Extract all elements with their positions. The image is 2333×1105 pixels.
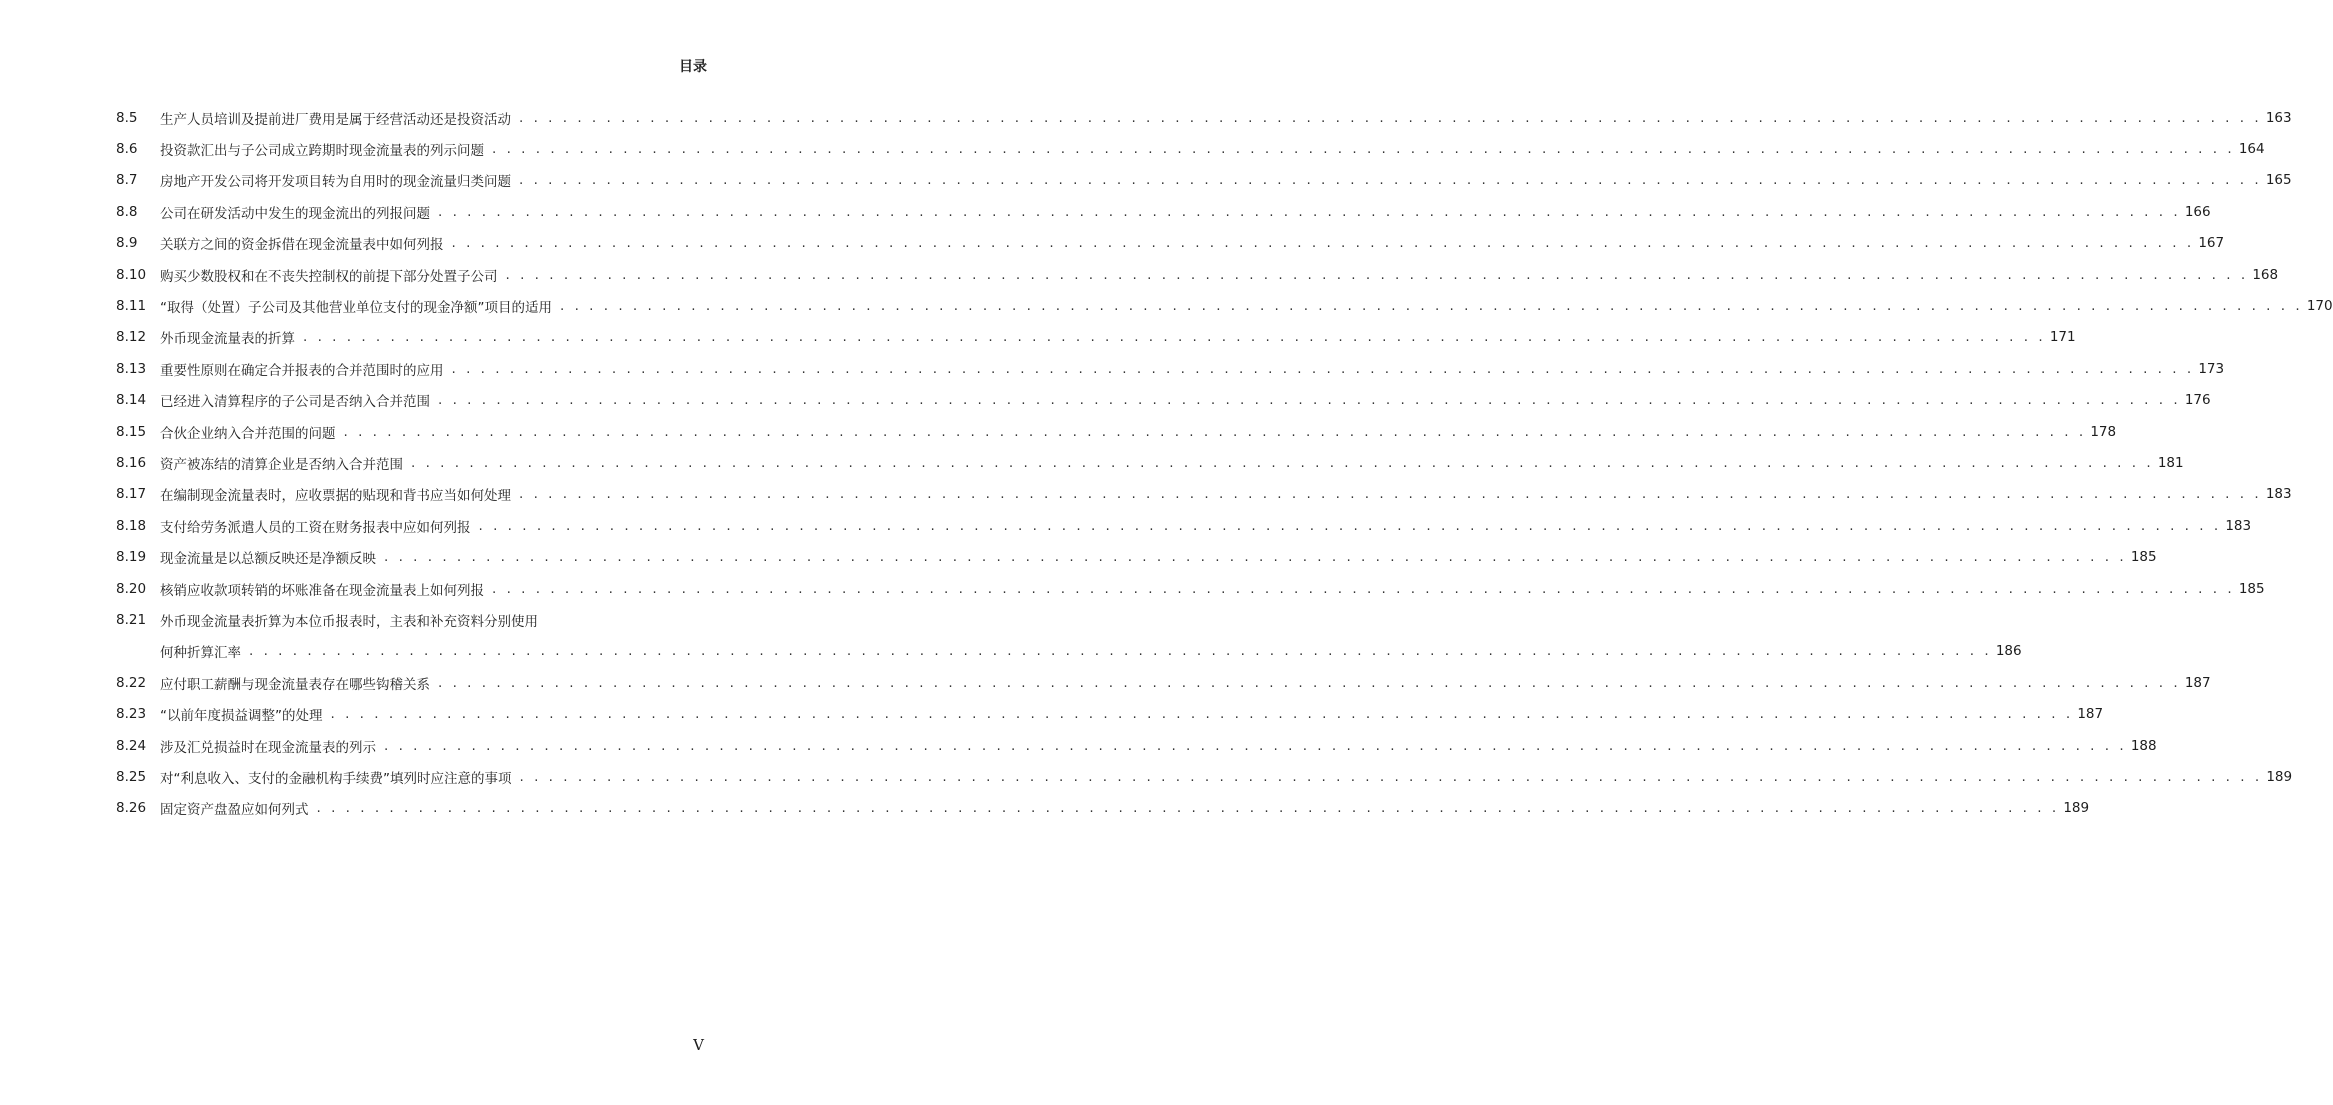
toc-entry-8-10[interactable] xyxy=(116,259,2279,290)
dot-leader: . . . . . . . . . . . . . . . . . . . . . . . . . . . . . . . . . . . . . . . . . . . . . . . . . . . . . . . . . . . . . . . . . . . . . . . . . . . . . . . . . . . . . . . . . . . . . . . . . . . . . . . . . . . . . . . . . . . . . . . . xyxy=(519,172,2262,189)
dot-leader: . . . . . . . . . . . . . . . . . . . . . . . . . . . . . . . . . . . . . . . . . . . . . . . . . . . . . . . . . . . . . . . . . . . . . . . . . . . . . . . . . . . . . . . . . . . . . . . . . . . . . . . . . . . . . . . . . . . . . . . . xyxy=(343,423,2087,440)
entry-title: 购买少数股权和在不丧失控制权的前提下部分处置子公司 xyxy=(160,268,498,285)
dot-leader: . . . . . . . . . . . . . . . . . . . . . . . . . . . . . . . . . . . . . . . . . . . . . . . . . . . . . . . . . . . . . . . . . . . . . . . . . . . . . . . . . . . . . . . . . . . . . . . . . . . . . . . . . . . . . . . . . . . . . . . . xyxy=(451,235,2195,252)
entry-number: 8.5 xyxy=(116,109,138,126)
running-head: 目录 xyxy=(679,59,707,75)
entry-page-number: 173 xyxy=(2198,360,2225,377)
entry-number: 8.23 xyxy=(116,706,147,723)
entry-number: 8.25 xyxy=(116,768,147,785)
dot-leader: . . . . . . . . . . . . . . . . . . . . . . . . . . . . . . . . . . . . . . . . . . . . . . . . . . . . . . . . . . . . . . . . . . . . . . . . . . . . . . . . . . . . . . . . . . . . . . . . . . . . . . . . . . . . . . . . . . . . . . . . xyxy=(411,454,2154,471)
entry-page-number: 163 xyxy=(2265,109,2292,126)
toc-entry-8-23[interactable] xyxy=(116,698,2104,729)
dot-leader: . . . . . . . . . . . . . . . . . . . . . . . . . . . . . . . . . . . . . . . . . . . . . . . . . . . . . . . . . . . . . . . . . . . . . . . . . . . . . . . . . . . . . . . . . . . . . . . . . . . . . . . . . . . . . . . . . . . . . . . . xyxy=(438,392,2181,409)
entry-title: “以前年度损益调整”的处理 xyxy=(160,708,323,725)
entry-page-number: 183 xyxy=(2265,486,2292,503)
entry-number: 8.11 xyxy=(116,298,147,315)
entry-page-number: 187 xyxy=(2077,706,2104,723)
entry-page-number: 183 xyxy=(2225,517,2252,534)
entry-page-number: 167 xyxy=(2198,235,2225,252)
dot-leader: . . . . . . . . . . . . . . . . . . . . . . . . . . . . . . . . . . . . . . . . . . . . . . . . . . . . . . . . . . . . . . . . . . . . . . . . . . . . . . . . . . . . . . . . . . . . . . . . . . . . . . . . . . . . . . . . . . . . . . . . xyxy=(451,360,2195,377)
entry-number: 8.26 xyxy=(116,800,147,817)
entry-title: 应付职工薪酬与现金流量表存在哪些钩稽关系 xyxy=(160,676,430,693)
dot-leader: . . . . . . . . . . . . . . . . . . . . . . . . . . . . . . . . . . . . . . . . . . . . . . . . . . . . . . . . . . . . . . . . . . . . . . . . . . . . . . . . . . . . . . . . . . . . . . . . . . . . . . . . . . . . . . . . . . . . . . . . xyxy=(478,517,2222,534)
entry-page-number: 168 xyxy=(2252,266,2279,283)
entry-page-number: 188 xyxy=(2130,737,2157,754)
dot-leader: . . . . . . . . . . . . . . . . . . . . . . . . . . . . . . . . . . . . . . . . . . . . . . . . . . . . . . . . . . . . . . . . . . . . . . . . . . . . . . . . . . . . . . . . . . . . . . . . . . . . . . . . . . . . . . . . . . . . . . . . xyxy=(384,737,2127,754)
entry-title: 核销应收款项转销的坏账准备在现金流量表上如何列报 xyxy=(160,582,484,599)
dot-leader: . . . . . . . . . . . . . . . . . . . . . . . . . . . . . . . . . . . . . . . . . . . . . . . . . . . . . . . . . . . . . . . . . . . . . . . . . . . . . . . . . . . . . . . . . . . . . . . . . . . . . . . . . . . . . . . . . . . . . . . . xyxy=(249,643,1992,660)
entry-page-number: 186 xyxy=(1995,643,2022,660)
entry-title: 外币现金流量表折算为本位币报表时，主表和补充资料分别使用 xyxy=(160,613,538,630)
entry-number: 8.9 xyxy=(116,235,138,252)
entry-number: 8.12 xyxy=(116,329,147,346)
toc-entry-8-15[interactable] xyxy=(116,416,2117,447)
entry-number: 8.7 xyxy=(116,172,138,189)
dot-leader: . . . . . . . . . . . . . . . . . . . . . . . . . . . . . . . . . . . . . . . . . . . . . . . . . . . . . . . . . . . . . . . . . . . . . . . . . . . . . . . . . . . . . . . . . . . . . . . . . . . . . . . . . . . . . . . . . . . . . . . . xyxy=(438,674,2181,691)
entry-title: 资产被冻结的清算企业是否纳入合并范围 xyxy=(160,456,403,473)
toc-entry-8-16[interactable] xyxy=(116,447,2184,478)
dot-leader: . . . . . . . . . . . . . . . . . . . . . . . . . . . . . . . . . . . . . . . . . . . . . . . . . . . . . . . . . . . . . . . . . . . . . . . . . . . . . . . . . . . . . . . . . . . . . . . . . . . . . . . . . . . . . . . . . . . . . . . . xyxy=(519,109,2262,126)
entry-page-number: 164 xyxy=(2238,141,2265,158)
dot-leader: . . . . . . . . . . . . . . . . . . . . . . . . . . . . . . . . . . . . . . . . . . . . . . . . . . . . . . . . . . . . . . . . . . . . . . . . . . . . . . . . . . . . . . . . . . . . . . . . . . . . . . . . . . . . . . . . . . . . . . . . xyxy=(330,706,2074,723)
entry-number: 8.6 xyxy=(116,141,138,158)
entry-page-number: 171 xyxy=(2049,329,2076,346)
entry-page-number: 166 xyxy=(2184,203,2211,220)
dot-leader: . . . . . . . . . . . . . . . . . . . . . . . . . . . . . . . . . . . . . . . . . . . . . . . . . . . . . . . . . . . . . . . . . . . . . . . . . . . . . . . . . . . . . . . . . . . . . . . . . . . . . . . . . . . . . . . . . . . . . . . . xyxy=(303,329,2046,346)
entry-number: 8.15 xyxy=(116,423,147,440)
entry-number: 8.20 xyxy=(116,580,147,597)
entry-number: 8.8 xyxy=(116,203,138,220)
entry-number: 8.18 xyxy=(116,517,147,534)
entry-page-number: 185 xyxy=(2238,580,2265,597)
toc-entry-8-19[interactable] xyxy=(116,541,2157,572)
entry-page-number: 170 xyxy=(2306,298,2333,315)
entry-number: 8.16 xyxy=(116,454,147,471)
entry-number: 8.22 xyxy=(116,674,147,691)
entry-title: 投资款汇出与子公司成立跨期时现金流量表的列示问题 xyxy=(160,143,484,160)
entry-title: 房地产开发公司将开发项目转为自用时的现金流量归类问题 xyxy=(160,174,511,191)
dot-leader: . . . . . . . . . . . . . . . . . . . . . . . . . . . . . . . . . . . . . . . . . . . . . . . . . . . . . . . . . . . . . . . . . . . . . . . . . . . . . . . . . . . . . . . . . . . . . . . . . . . . . . . . . . . . . . . . . . . . . . . . xyxy=(438,203,2181,220)
entry-number: 8.10 xyxy=(116,266,147,283)
entry-page-number: 187 xyxy=(2184,674,2211,691)
page-folio: V xyxy=(693,1036,704,1054)
toc-entry-8-26[interactable] xyxy=(116,793,2090,824)
toc-entry-8-21[interactable] xyxy=(116,604,2022,667)
table-of-contents xyxy=(116,102,2333,824)
toc-entry-8-18[interactable] xyxy=(116,510,2252,541)
entry-title: 现金流量是以总额反映还是净额反映 xyxy=(160,551,376,568)
entry-number: 8.21 xyxy=(116,611,147,628)
dot-leader: . . . . . . . . . . . . . . . . . . . . . . . . . . . . . . . . . . . . . . . . . . . . . . . . . . . . . . . . . . . . . . . . . . . . . . . . . . . . . . . . . . . . . . . . . . . . . . . . . . . . . . . . . . . . . . . . . . . . . . . . xyxy=(519,768,2263,785)
toc-entry-8-9[interactable] xyxy=(116,228,2225,259)
entry-number: 8.19 xyxy=(116,549,147,566)
entry-number: 8.14 xyxy=(116,392,147,409)
dot-leader: . . . . . . . . . . . . . . . . . . . . . . . . . . . . . . . . . . . . . . . . . . . . . . . . . . . . . . . . . . . . . . . . . . . . . . . . . . . . . . . . . . . . . . . . . . . . . . . . . . . . . . . . . . . . . . . . . . . . . . . . xyxy=(519,486,2262,503)
toc-entry-8-13[interactable] xyxy=(116,353,2225,384)
entry-title: 对“利息收入、支付的金融机构手续费”填列时应注意的事项 xyxy=(160,770,512,787)
entry-title: 已经进入清算程序的子公司是否纳入合并范围 xyxy=(160,394,430,411)
toc-entry-8-5[interactable] xyxy=(116,102,2292,133)
dot-leader: . . . . . . . . . . . . . . . . . . . . . . . . . . . . . . . . . . . . . . . . . . . . . . . . . . . . . . . . . . . . . . . . . . . . . . . . . . . . . . . . . . . . . . . . . . . . . . . . . . . . . . . . . . . . . . . . . . . . . . . . xyxy=(384,549,2127,566)
entry-title: 重要性原则在确定合并报表的合并范围时的应用 xyxy=(160,362,444,379)
entry-page-number: 176 xyxy=(2184,392,2211,409)
toc-entry-8-11[interactable] xyxy=(116,290,2333,321)
entry-number: 8.13 xyxy=(116,360,147,377)
dot-leader: . . . . . . . . . . . . . . . . . . . . . . . . . . . . . . . . . . . . . . . . . . . . . . . . . . . . . . . . . . . . . . . . . . . . . . . . . . . . . . . . . . . . . . . . . . . . . . . . . . . . . . . . . . . . . . . . . . . . . . . . xyxy=(492,580,2235,597)
toc-entry-8-8[interactable] xyxy=(116,196,2211,227)
entry-page-number: 189 xyxy=(2266,768,2293,785)
entry-title: “取得（处置）子公司及其他营业单位支付的现金净额”项目的适用 xyxy=(160,300,552,317)
entry-page-number: 181 xyxy=(2157,454,2184,471)
toc-entry-8-14[interactable] xyxy=(116,385,2211,416)
dot-leader: . . . . . . . . . . . . . . . . . . . . . . . . . . . . . . . . . . . . . . . . . . . . . . . . . . . . . . . . . . . . . . . . . . . . . . . . . . . . . . . . . . . . . . . . . . . . . . . . . . . . . . . . . . . . . . . . . . . . . . . . xyxy=(492,141,2235,158)
entry-title: 外币现金流量表的折算 xyxy=(160,331,295,348)
toc-entry-8-6[interactable] xyxy=(116,133,2265,164)
entry-number: 8.24 xyxy=(116,737,147,754)
toc-entry-8-20[interactable] xyxy=(116,573,2265,604)
entry-title: 固定资产盘盈应如何列式 xyxy=(160,802,309,819)
toc-entry-8-7[interactable] xyxy=(116,165,2292,196)
entry-title: 合伙企业纳入合并范围的问题 xyxy=(160,425,336,442)
entry-page-number: 189 xyxy=(2063,800,2090,817)
toc-entry-8-25[interactable] xyxy=(116,761,2293,792)
entry-number: 8.17 xyxy=(116,486,147,503)
entry-title: 生产人员培训及提前进厂费用是属于经营活动还是投资活动 xyxy=(160,111,511,128)
toc-entry-8-22[interactable] xyxy=(116,667,2211,698)
toc-entry-8-24[interactable] xyxy=(116,730,2157,761)
entry-page-number: 165 xyxy=(2265,172,2292,189)
entry-title: 涉及汇兑损益时在现金流量表的列示 xyxy=(160,739,376,756)
entry-title: 在编制现金流量表时，应收票据的贴现和背书应当如何处理 xyxy=(160,488,511,505)
entry-title: 公司在研发活动中发生的现金流出的列报问题 xyxy=(160,205,430,222)
entry-page-number: 185 xyxy=(2130,549,2157,566)
entry-title: 支付给劳务派遣人员的工资在财务报表中应如何列报 xyxy=(160,519,471,536)
dot-leader: . . . . . . . . . . . . . . . . . . . . . . . . . . . . . . . . . . . . . . . . . . . . . . . . . . . . . . . . . . . . . . . . . . . . . . . . . . . . . . . . . . . . . . . . . . . . . . . . . . . . . . . . . . . . . . . . . . . . . . . . xyxy=(505,266,2249,283)
toc-entry-8-12[interactable] xyxy=(116,322,2076,353)
entry-page-number: 178 xyxy=(2090,423,2117,440)
dot-leader: . . . . . . . . . . . . . . . . . . . . . . . . . . . . . . . . . . . . . . . . . . . . . . . . . . . . . . . . . . . . . . . . . . . . . . . . . . . . . . . . . . . . . . . . . . . . . . . . . . . . . . . . . . . . . . . . . . . . . . . . xyxy=(316,800,2060,817)
entry-title: 关联方之间的资金拆借在现金流量表中如何列报 xyxy=(160,237,444,254)
toc-entry-8-17[interactable] xyxy=(116,479,2292,510)
dot-leader: . . . . . . . . . . . . . . . . . . . . . . . . . . . . . . . . . . . . . . . . . . . . . . . . . . . . . . . . . . . . . . . . . . . . . . . . . . . . . . . . . . . . . . . . . . . . . . . . . . . . . . . . . . . . . . . . . . . . . . . . xyxy=(560,298,2303,315)
entry-title-continued: 何种折算汇率 xyxy=(160,645,241,662)
